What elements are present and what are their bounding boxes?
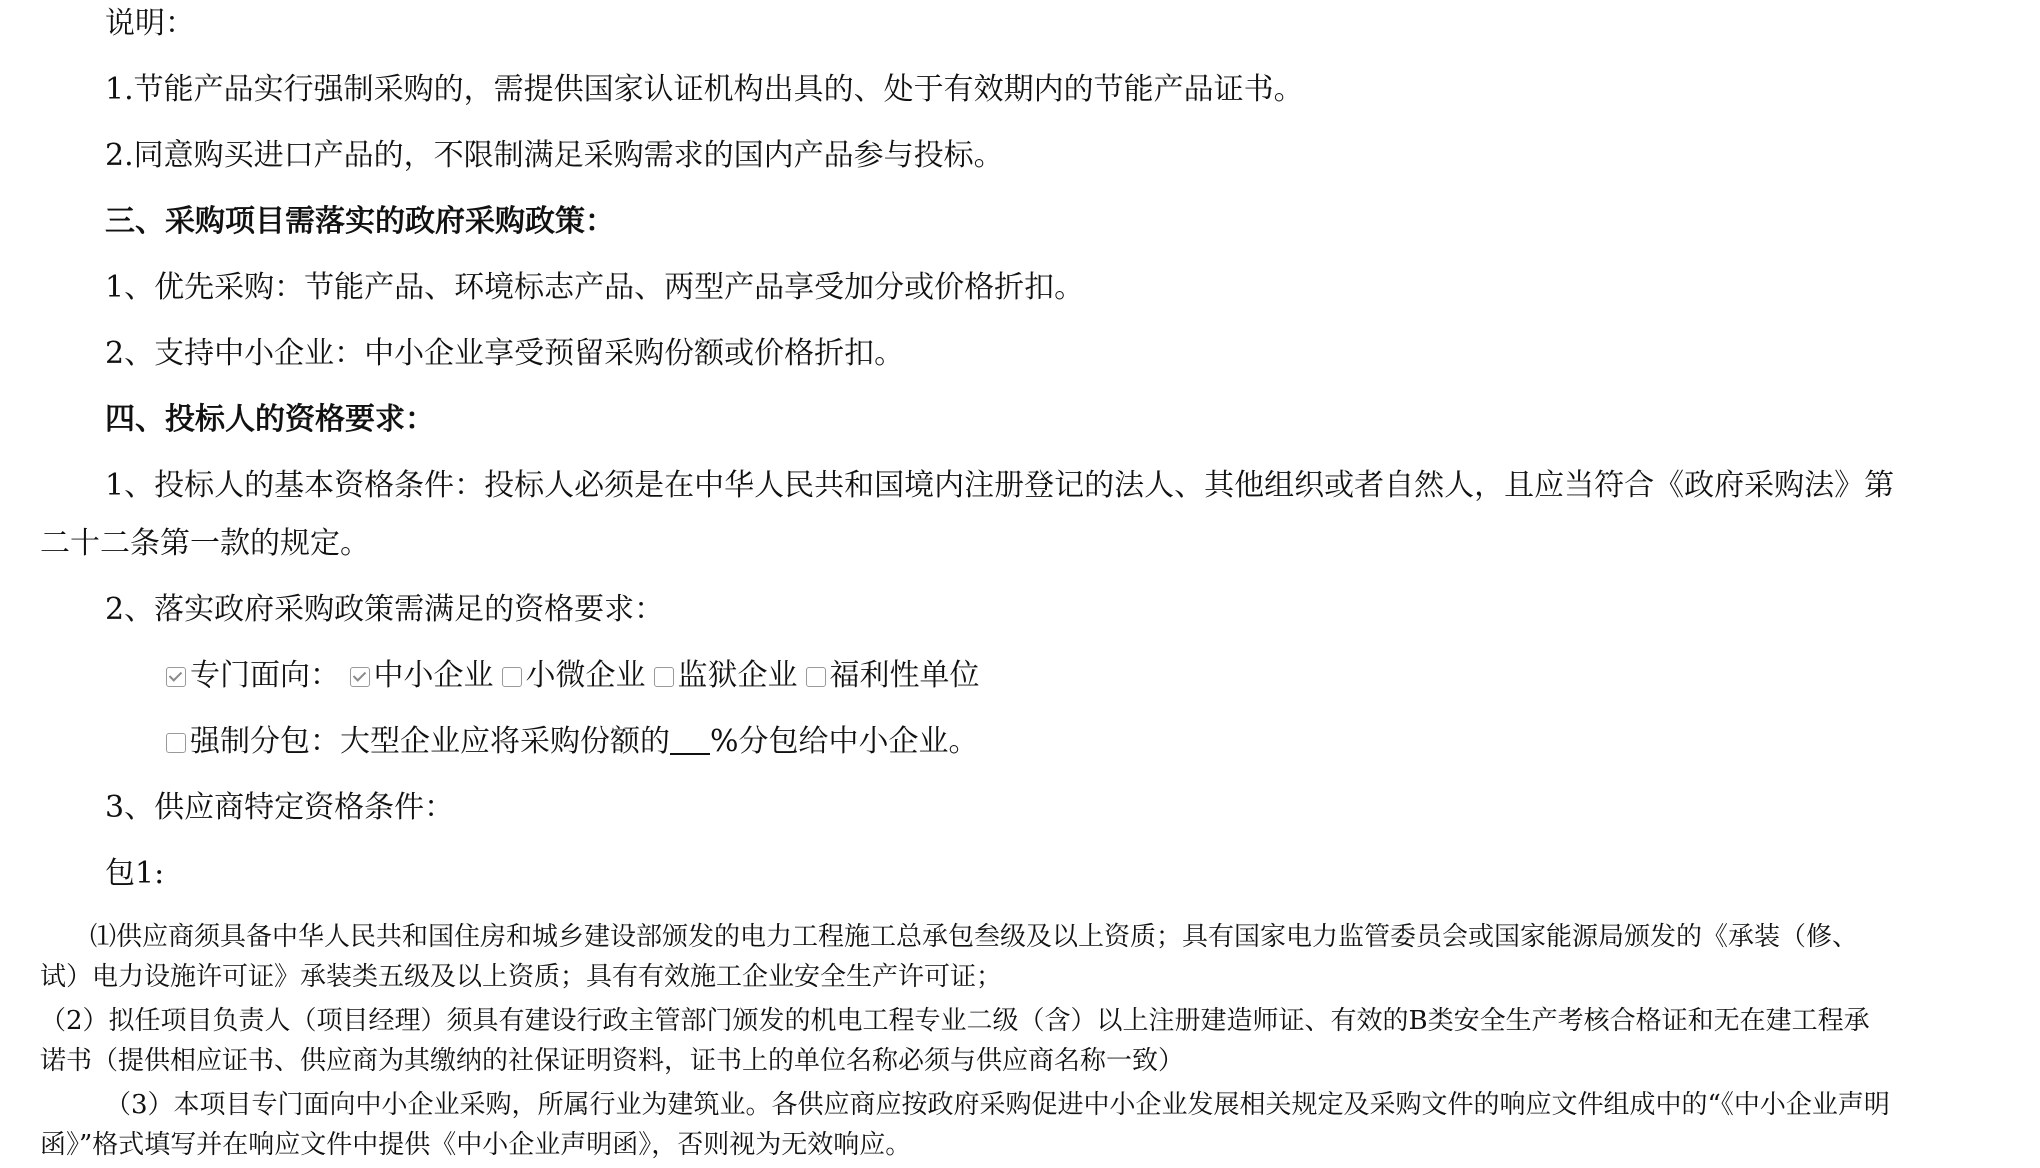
option-welfare[interactable] [806,658,980,693]
note-item-2: 2.同意购买进口产品的，不限制满足采购需求的国内产品参与投标。 [105,138,1004,173]
section-3-heading: 三、采购项目需落实的政府采购政策： [105,204,615,239]
option-prison[interactable] [654,658,798,693]
requirement-2: 2、落实政府采购政策需满足的资格要求： [105,592,665,627]
subcontract-row [166,722,979,762]
option-welfare-label: 福利性单位 [829,658,980,693]
welfare-checkbox[interactable] [806,667,826,687]
item-1-line-2: 试）电力设施许可证》承装类五级及以上资质；具有有效施工企业安全生产许可证； [40,962,1003,992]
percent-blank[interactable] [670,725,710,755]
micro-checkbox[interactable] [502,667,522,687]
option-micro-label: 小微企业 [525,658,646,693]
dedicated-row [166,656,988,696]
policy-item-2: 2、支持中小企业：中小企业享受预留采购份额或价格折扣。 [105,336,905,371]
item-1-line-1: ⑴供应商须具备中华人民共和国住房和城乡建设部颁发的电力工程施工总承包叁级及以上资质；具有国家电力监管委员会或国家能源局颁发的《承装（修、 [90,922,1859,952]
policy-item-1: 1、优先采购：节能产品、环境标志产品、两型产品享受加分或价格折扣。 [105,270,1085,305]
option-sme[interactable] [350,658,494,693]
option-micro[interactable] [502,658,646,693]
requirement-3: 3、供应商特定资格条件： [105,790,455,825]
subcontract-prefix: 强制分包：大型企业应将采购份额的 [190,724,670,759]
sme-checkbox[interactable] [350,667,370,687]
subcontract-suffix: %分包给中小企业。 [710,724,979,759]
dedicated-checkbox[interactable] [166,667,186,687]
option-prison-label: 监狱企业 [677,658,798,693]
requirement-1-line-2: 二十二条第一款的规定。 [40,526,370,561]
requirement-1-line-1: 1、投标人的基本资格条件：投标人必须是在中华人民共和国境内注册登记的法人、其他组织或者自然人，且应当符合《政府采购法》第 [105,468,1895,503]
note-heading: 说明： [105,6,195,41]
prison-checkbox[interactable] [654,667,674,687]
dedicated-label: 专门面向： [190,658,340,693]
item-2-line-2: 诺书（提供相应证书、供应商为其缴纳的社保证明资料，证书上的单位名称必须与供应商名称一致） [40,1046,1185,1076]
item-2-line-1: （2）拟任项目负责人（项目经理）须具有建设行政主管部门颁发的机电工程专业二级（含）以上注册建造师证、有效的B类安全生产考核合格证和无在建工程承 [40,1006,1870,1036]
option-sme-label: 中小企业 [373,658,494,693]
package-label: 包1: [105,856,165,891]
note-item-1: 1.节能产品实行强制采购的，需提供国家认证机构出具的、处于有效期内的节能产品证书。 [105,72,1304,107]
subcontract-checkbox[interactable] [166,733,186,753]
item-3-line-2: 函》”格式填写并在响应文件中提供《中小企业声明函》，否则视为无效响应。 [40,1130,912,1160]
section-4-heading: 四、投标人的资格要求： [105,402,435,437]
item-3-line-1: （3）本项目专门面向中小企业采购，所属行业为建筑业。各供应商应按政府采购促进中小企业发展相关规定及采购文件的响应文件组成中的“《中小企业声明 [105,1090,1890,1120]
